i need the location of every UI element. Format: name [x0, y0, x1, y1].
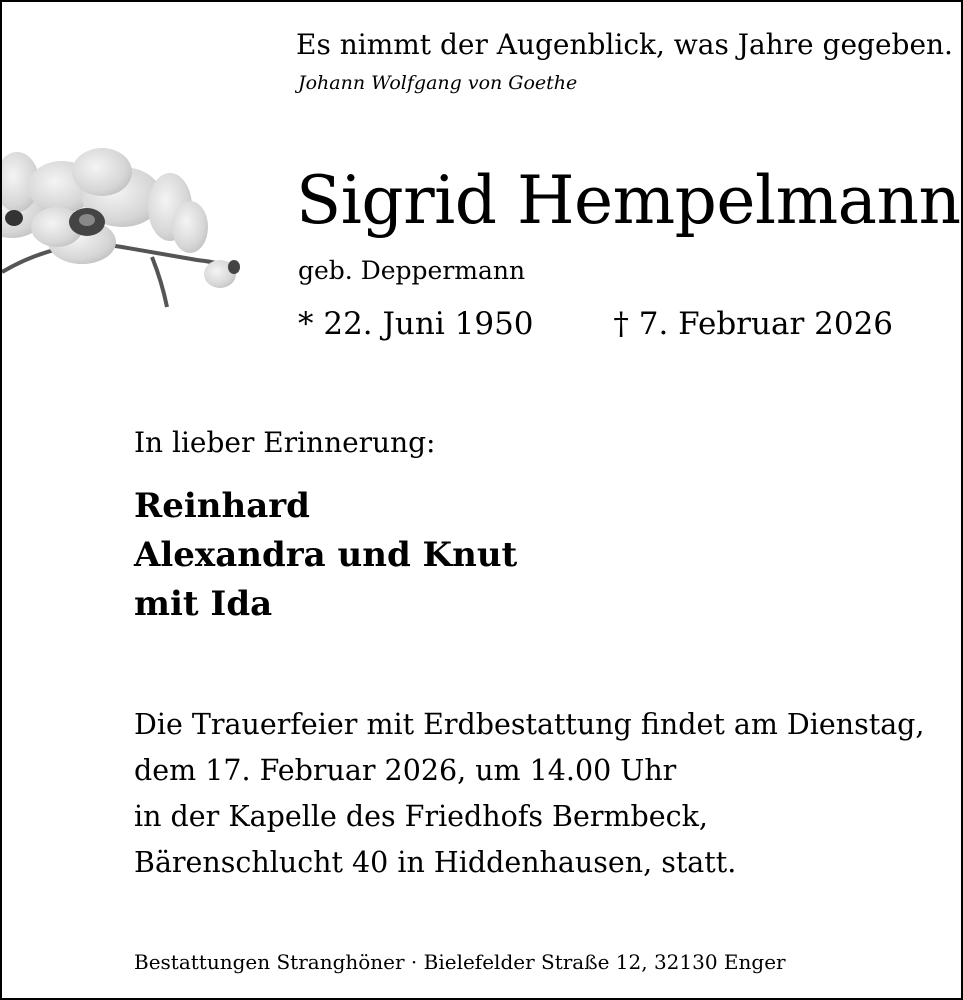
quote-author: Johann Wolfgang von Goethe — [298, 72, 578, 94]
birth-name: geb. Deppermann — [298, 256, 526, 285]
funeral-home-footer: Bestattungen Stranghöner · Bielefelder Straße 12, 32130 Enger — [134, 950, 786, 974]
mourner: Alexandra und Knut — [134, 535, 518, 575]
orchid-branch-icon — [2, 142, 262, 322]
remembrance-intro: In lieber Erinnerung: — [134, 426, 436, 459]
death-date: † 7. Februar 2026 — [613, 306, 894, 342]
notice-line: Bärenschlucht 40 in Hiddenhausen, statt. — [134, 846, 737, 879]
mourner: mit Ida — [134, 584, 273, 624]
notice-line: dem 17. Februar 2026, um 14.00 Uhr — [134, 754, 677, 787]
birth-date: * 22. Juni 1950 — [298, 306, 534, 342]
mourners-list — [134, 482, 517, 629]
notice-line: in der Kapelle des Friedhofs Bermbeck, — [134, 800, 708, 833]
deceased-name: Sigrid Hempelmann — [296, 162, 961, 239]
funeral-notice — [134, 702, 925, 886]
mourner: Reinhard — [134, 486, 310, 526]
quote-text: Es nimmt der Augenblick, was Jahre gegeben. — [296, 28, 953, 61]
notice-line: Die Trauerfeier mit Erdbestattung findet am Dienstag, — [134, 708, 925, 741]
life-dates — [298, 306, 893, 342]
